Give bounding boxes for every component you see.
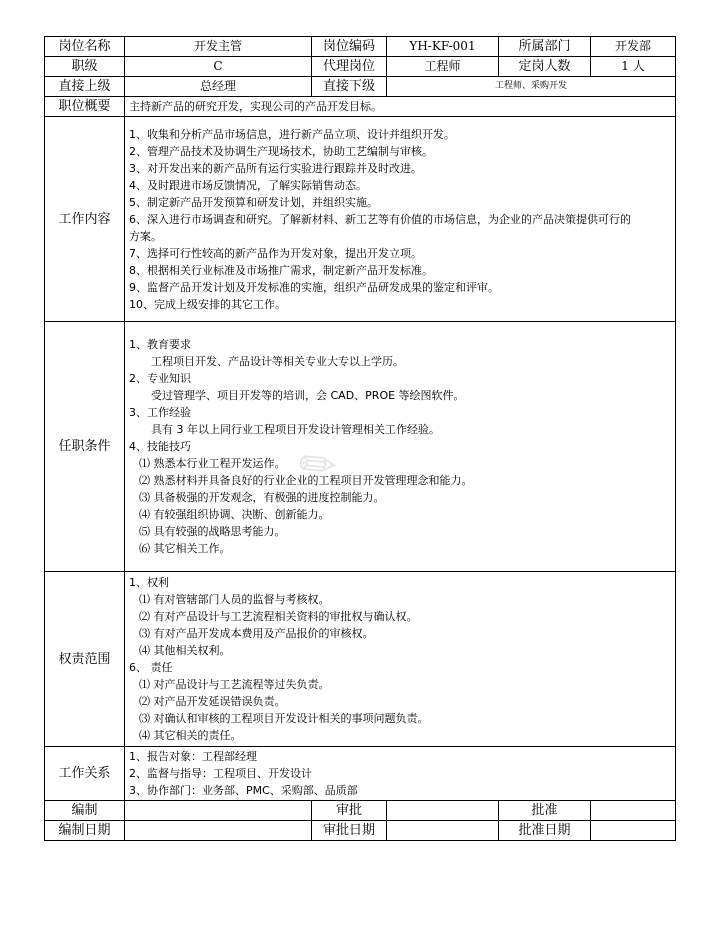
department-value: 开发部 (591, 37, 676, 57)
headcount-label: 定岗人数 (499, 57, 591, 77)
duty-item: 2、管理产品技术及协调生产现场技术，协助工艺编制与审核。 (129, 144, 433, 158)
education-title: 1、教育要求 (129, 338, 191, 351)
qualifications-list (125, 322, 676, 572)
relations-row (45, 747, 676, 801)
right-item: ⑷ 其他相关权利。 (139, 644, 231, 657)
department-label: 所属部门 (499, 37, 591, 57)
direct-superior-label: 直接上级 (45, 77, 125, 97)
qualifications-label: 任职条件 (45, 322, 125, 572)
responsibility-item: ⑷ 其它相关的责任。 (139, 729, 242, 742)
direct-subordinate-label: 直接下级 (312, 77, 387, 97)
reviewed-by-label: 审批 (312, 801, 387, 821)
job-description-table (44, 36, 676, 841)
reviewed-by-value[interactable] (387, 801, 499, 821)
grade-value: C (125, 57, 312, 77)
approved-by-value[interactable] (591, 801, 676, 821)
approved-by-label: 批准 (499, 801, 591, 821)
right-item: ⑴ 有对管辖部门人员的监督与考核权。 (139, 593, 330, 606)
position-name-value: 开发主管 (125, 37, 312, 57)
authority-row (45, 572, 676, 747)
relations-list (125, 747, 676, 801)
duty-item: 4、及时跟进市场反馈情况，了解实际销售动态。 (129, 178, 367, 192)
duties-list (125, 117, 676, 322)
authority-list (125, 572, 676, 747)
relation-item: 1、报告对象：工程部经理 (129, 750, 257, 763)
reviewed-date-label: 审批日期 (312, 821, 387, 841)
authority-label: 权责范围 (45, 572, 125, 747)
responsibilities-title: 6、 责任 (129, 661, 173, 674)
experience-text: 具有 3 年以上同行业工程项目开发设计管理相关工作经验。 (151, 423, 440, 436)
duty-item: 7、选择可行性较高的新产品作为开发对象，提出开发立项。 (129, 246, 422, 260)
duties-label: 工作内容 (45, 117, 125, 322)
knowledge-text: 受过管理学、项目开发等的培训，会 CAD、PROE 等绘图软件。 (151, 389, 465, 402)
prepared-by-value[interactable] (125, 801, 312, 821)
approved-date-value[interactable] (591, 821, 676, 841)
footer-row-2 (45, 821, 676, 841)
knowledge-title: 2、专业知识 (129, 372, 191, 385)
responsibility-item: ⑶ 对确认和审核的工程项目开发设计相关的事项问题负责。 (139, 712, 429, 725)
relations-label: 工作关系 (45, 747, 125, 801)
position-code-value: YH-KF-001 (387, 37, 499, 57)
summary-row (45, 97, 676, 117)
skills-title: 4、技能技巧 (129, 440, 191, 453)
responsibility-item: ⑴ 对产品设计与工艺流程等过失负责。 (139, 678, 330, 691)
duty-item: 8、根据相关行业标准及市场推广需求，制定新产品开发标准。 (129, 263, 433, 277)
direct-subordinate-value: 工程师、采购开发 (387, 77, 676, 97)
header-row-2 (45, 57, 676, 77)
right-item: ⑶ 有对产品开发成本费用及产品报价的审核权。 (139, 627, 374, 640)
skill-item: ⑴ 熟悉本行业工程开发运作。 (139, 457, 286, 470)
skill-item: ⑹ 其它相关工作。 (139, 542, 231, 555)
duties-row (45, 117, 676, 322)
headcount-value: 1 人 (591, 57, 676, 77)
deputy-position-label: 代理岗位 (312, 57, 387, 77)
header-row-1 (45, 37, 676, 57)
qualifications-row (45, 322, 676, 572)
prepared-date-value[interactable] (125, 821, 312, 841)
education-text: 工程项目开发、产品设计等相关专业大专以上学历。 (151, 355, 404, 368)
summary-text: 主持新产品的研究开发，实现公司的产品开发目标。 (125, 97, 676, 117)
direct-superior-value: 总经理 (125, 77, 312, 97)
duty-item: 6、深入进行市场调查和研究。了解新材料、新工艺等有价值的市场信息，为企业的产品决策提供可行的方案。 (129, 212, 631, 243)
approved-date-label: 批准日期 (499, 821, 591, 841)
header-row-3 (45, 77, 676, 97)
position-name-label: 岗位名称 (45, 37, 125, 57)
footer-row-1 (45, 801, 676, 821)
experience-title: 3、工作经验 (129, 406, 191, 419)
deputy-position-value: 工程师 (387, 57, 499, 77)
position-code-label: 岗位编码 (312, 37, 387, 57)
duty-item: 10、完成上级安排的其它工作。 (129, 297, 286, 311)
rights-title: 1、权利 (129, 576, 169, 589)
faint-watermark: ✎ (287, 434, 349, 497)
duty-item: 9、监督产品开发计划及开发标准的实施，组织产品研发成果的鉴定和评审。 (129, 280, 499, 294)
duty-item: 3、对开发出来的新产品所有运行实验进行跟踪并及时改进。 (129, 161, 422, 175)
skill-item: ⑶ 具备极强的开发观念，有极强的进度控制能力。 (139, 491, 385, 504)
relation-item: 2、监督与指导：工程项目、开发设计 (129, 767, 312, 780)
duty-item: 1、收集和分析产品市场信息，进行新产品立项、设计并组织开发。 (129, 127, 455, 141)
relation-item: 3、协作部门：业务部、PMC、采购部、品质部 (129, 784, 358, 797)
prepared-by-label: 编制 (45, 801, 125, 821)
right-item: ⑵ 有对产品设计与工艺流程相关资料的审批权与确认权。 (139, 610, 418, 623)
skill-item: ⑸ 具有较强的战略思考能力。 (139, 525, 286, 538)
prepared-date-label: 编制日期 (45, 821, 125, 841)
skill-item: ⑷ 有较强组织协调、决断、创新能力。 (139, 508, 330, 521)
grade-label: 职级 (45, 57, 125, 77)
responsibility-item: ⑵ 对产品开发延误错误负责。 (139, 695, 286, 708)
duty-item: 5、制定新产品开发预算和研发计划，并组织实施。 (129, 195, 378, 209)
reviewed-date-value[interactable] (387, 821, 499, 841)
skill-item: ⑵ 熟悉材料并具备良好的行业企业的工程项目开发管理理念和能力。 (139, 474, 473, 487)
summary-label: 职位概要 (45, 97, 125, 117)
